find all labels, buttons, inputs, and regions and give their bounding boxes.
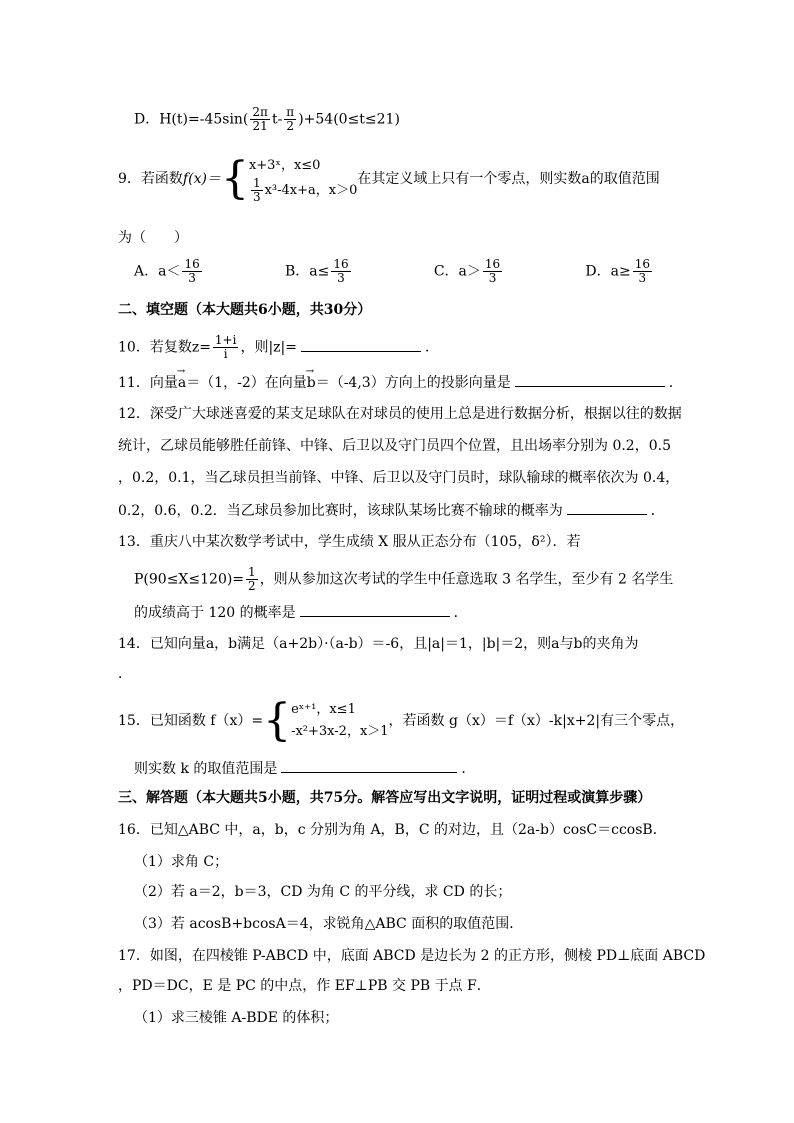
- section-heading-fill-in: 二、填空题（本大题共6小题，共30分）: [118, 302, 372, 318]
- q14-line-1: 14．已知向量a，b满足（a+2b）·（a-b）＝-6，且|a|＝1，|b|＝2，则a与b的夹角为: [118, 636, 639, 652]
- q13-line-1: 13．重庆八中某次数学考试中，学生成绩 X 服从正态分布（105，δ²）．若: [118, 534, 581, 550]
- fraction: $\frac{1}{2}$: [248, 565, 256, 593]
- section-heading-solutions: 三、解答题（本大题共5小题，共75分。解答应写出文字说明，证明过程或演算步骤）: [118, 790, 652, 806]
- q15-line-2: 则实数 k 的取值范围是 ．: [134, 758, 475, 779]
- q17-line-1: 17．如图，在四棱锥 P-ABCD 中，底面 ABCD 是边长为 2 的正方形，侧棱 PD⊥底面 ABCD: [118, 948, 706, 964]
- fraction: $\frac{2\pi}{21}$: [252, 105, 268, 133]
- q16-part-3: （3）若 acosB+bcosA＝4，求锐角△ABC 面积的取值范围．: [134, 916, 524, 932]
- q11: 11．向量→ a＝（1，-2）在向量→ b＝（-4,3）方向上的投影向量是 ．: [118, 372, 683, 393]
- q8-option-d: D．H(t)=-45sin( $\frac{2\pi}{21}$ t- $\frac{\pi}{2}$ )+54(0≤t≤21): [134, 105, 400, 133]
- q17-part-1: （1）求三棱锥 A-BDE 的体积；: [134, 1010, 339, 1026]
- fraction: $\frac{\pi}{2}$: [286, 105, 295, 133]
- q9-options: [134, 258, 654, 285]
- answer-blank[interactable]: [515, 372, 665, 387]
- q12-line-4: 0.2，0.6，0.2．当乙球员参加比赛时，该球队某场比赛不输球的概率为 ．: [118, 500, 665, 521]
- q12-line-2: 统计，乙球员能够胜任前锋、中锋、后卫以及守门员四个位置，且出场率分别为 0.2，0.5: [118, 438, 671, 454]
- answer-blank[interactable]: [301, 337, 421, 352]
- q15-stem: 15．已知函数 f（x）={ eˣ⁺¹，x≤1 -x²+3x-2，x＞1 ，若函数 g（x）＝f（x）-k|x+2|有三个零点，: [118, 695, 685, 746]
- q12-line-3: ，0.2，0.1，当乙球员担当前锋、中锋、后卫以及守门员时，球队输球的概率依次为 0.4，: [118, 470, 680, 486]
- q13-line-2: P(90≤X≤120)= $\frac{1}{2}$ ，则从参加这次考试的学生中任意选取 3 名学生，至少有 2 名学生: [134, 565, 674, 593]
- q17-line-2: ，PD＝DC，E 是 PC 的中点，作 EF⊥PB 交 PB 于点 F．: [118, 978, 491, 994]
- fraction: $\frac{1+i}{i}$: [214, 333, 237, 361]
- q12-line-1: 12．深受广大球迷喜爱的某支足球队在对球员的使用上总是进行数据分析，根据以往的数据: [118, 406, 682, 422]
- q16-part-1: （1）求角 C；: [134, 854, 229, 870]
- q14-line-2: ．: [118, 666, 132, 682]
- piecewise-function: x+3ˣ，x≤0 $\frac{1}{3}$ x³-4x+a，x＞0: [248, 157, 358, 204]
- answer-blank[interactable]: [567, 500, 647, 515]
- q9-stem-cont: 为（ ）: [118, 230, 188, 246]
- answer-blank[interactable]: [281, 758, 457, 773]
- q9-option-c: C．a＞ $\frac{16}{3}$: [433, 257, 501, 285]
- q13-line-3: 的成绩高于 120 的概率是 ．: [134, 602, 468, 623]
- q16-stem: 16．已知△ABC 中，a，b，c 分别为角 A，B，C 的对边，且（2a-b）cosC＝ccosB．: [118, 822, 667, 838]
- q9-stem: 9．若函数f(x)＝{ x+3ˣ，x≤0 $\frac{1}{3}$ x³-4x+a，x＞0 在其定义域上只有一个零点，则实数a的取值范围: [118, 153, 660, 204]
- piecewise-brace: {: [220, 153, 249, 204]
- piecewise-function: eˣ⁺¹，x≤1 -x²+3x-2，x＞1: [291, 702, 389, 739]
- q9-option-d: D．a≥ $\frac{16}{3}$: [585, 257, 650, 285]
- q16-part-2: （2）若 a＝2，b＝3，CD 为角 C 的平分线，求 CD 的长；: [134, 884, 512, 900]
- q9-option-b: B．a≤ $\frac{16}{3}$: [284, 257, 349, 285]
- q10: 10．若复数z= $\frac{1+i}{i}$ ，则|z|= ．: [118, 333, 439, 361]
- piecewise-brace: {: [263, 695, 292, 746]
- answer-blank[interactable]: [300, 602, 450, 617]
- q9-option-a: A．a＜ $\frac{16}{3}$: [134, 257, 200, 285]
